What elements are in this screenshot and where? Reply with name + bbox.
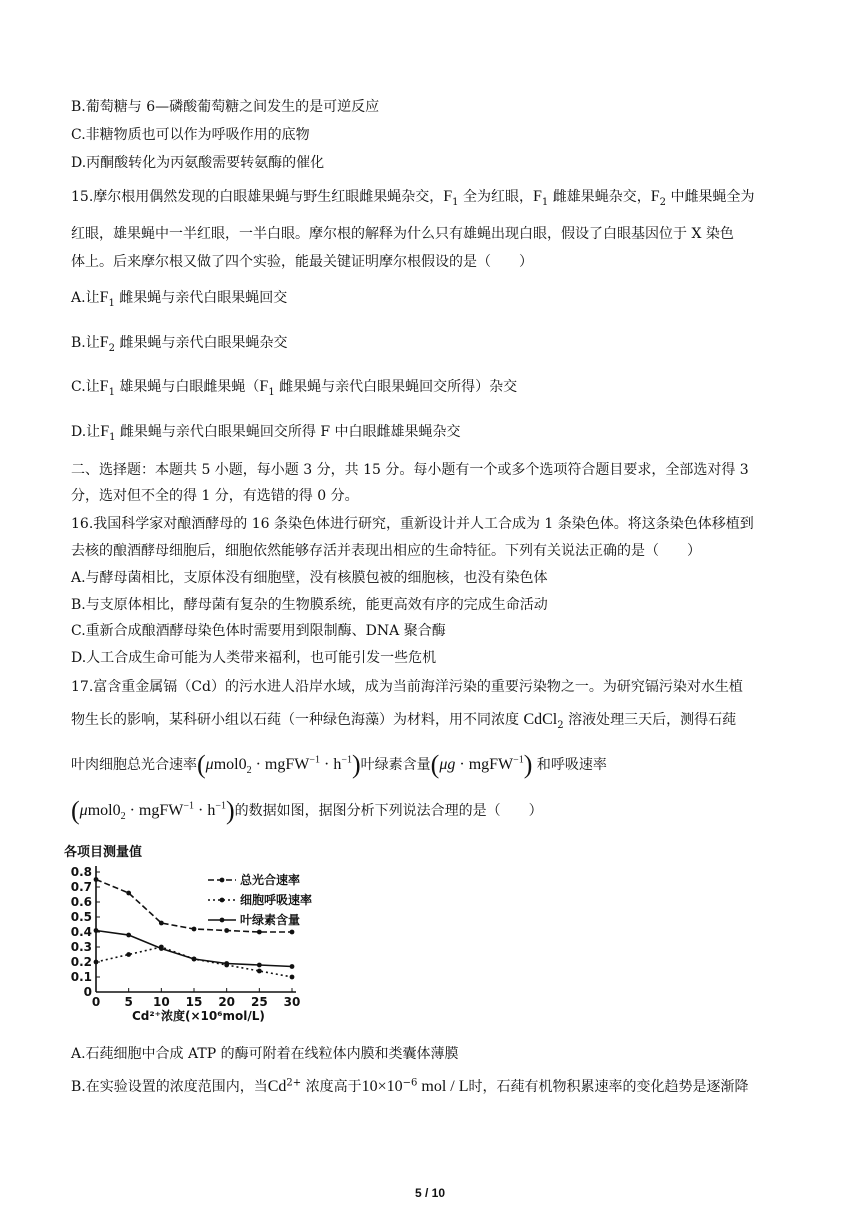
x-tick-label: 15: [185, 995, 203, 1009]
q17-option-b: B.在实验设置的浓度范围内，当$Cd^{2+}$ 浓度高于$10\times 10^{-6}$ mol / L时，石莼有机物积累速率的变化趋势是逐渐降: [71, 1077, 749, 1095]
series-1-point: [159, 921, 164, 926]
q15-option-a: A.让$F_1$ 雌果蝇与亲代白眼果蝇回交: [71, 289, 288, 309]
q16-stem-line1: 16.我国科学家对酿酒酵母的 16 条染色体进行研究，重新设计并人工合成为 1 条染色体。将这条染色体移植到: [71, 516, 754, 532]
legend-marker: [220, 878, 225, 883]
q15-option-d: D.让$F_1$ 雌果蝇与亲代白眼果蝇回交所得 F 中白眼雌雄果蝇杂交: [71, 423, 461, 443]
y-tick-label: 0: [83, 985, 92, 999]
series-1-point: [224, 928, 229, 933]
chart: [60, 840, 360, 1030]
series-2-point: [94, 960, 99, 965]
q15-option-b: B.让$F_2$ 雌果蝇与亲代白眼果蝇杂交: [71, 334, 288, 354]
q16-option-a: A.与酵母菌相比，支原体没有细胞壁，没有核膜包被的细胞核，也没有染色体: [71, 570, 548, 586]
page-number: 5 / 10: [414, 1186, 446, 1200]
x-tick-label: 30: [283, 995, 301, 1009]
x-tick-label: 25: [250, 995, 268, 1009]
series-1-point: [257, 930, 262, 935]
legend-marker: [220, 918, 225, 923]
section2-heading-line1: 二、选择题：本题共 5 小题，每小题 3 分，共 15 分。每小题有一个或多个选项符合题目要求，全部选对得 3: [71, 462, 749, 478]
q16-stem-line2: 去核的酿酒酵母细胞后，细胞依然能够存活并表现出相应的生命特征。下列有关说法正确的是（ ）: [71, 543, 701, 559]
series-3-point: [126, 933, 131, 938]
series-1-point: [126, 891, 131, 896]
legend-label: 叶绿素含量: [240, 913, 301, 927]
y-tick-label: 0.8: [70, 865, 92, 879]
q17-stem-line3: 叶肉细胞总光合速率($\mu mol0_2$ · mgFW$^{-1}$ · $h^{-1}$)叶绿素含量(μg · mgFW$^{-1}$) 和呼吸速率: [71, 750, 607, 779]
series-3-point: [257, 963, 262, 968]
q17-option-a: A.石莼细胞中合成 ATP 的酶可附着在线粒体内膜和类囊体薄膜: [71, 1046, 459, 1062]
x-tick-label: 5: [124, 995, 133, 1009]
q14-option-d: D.丙酮酸转化为丙氨酸需要转氨酶的催化: [71, 155, 325, 171]
q17-stem-line2: 物生长的影响，某科研小组以石莼（一种绿色海藻）为材料，用不同浓度 CdCl$_2$ 溶液处理三天后，测得石莼: [71, 711, 737, 731]
y-tick-label: 0.7: [70, 880, 92, 894]
section2-heading-line2: 分，选对但不全的得 1 分，有选错的得 0 分。: [71, 488, 359, 504]
series-3-point: [94, 928, 99, 933]
y-tick-label: 0.3: [70, 940, 92, 954]
q15-stem-line3: 体上。后来摩尔根又做了四个实验，能最关键证明摩尔根假设的是（ ）: [71, 254, 533, 270]
q16-option-b: B.与支原体相比，酵母菌有复杂的生物膜系统，能更高效有序的完成生命活动: [71, 597, 548, 613]
y-tick-label: 0.5: [70, 910, 92, 924]
legend-label: 总光合速率: [240, 873, 301, 887]
q17-stem-line1: 17.富含重金属镉（Cd）的污水进人沿岸水域，成为当前海洋污染的重要污染物之一。为研究镉污染对水生植: [71, 679, 743, 695]
y-tick-label: 0.1: [70, 970, 92, 984]
series-1-point: [290, 930, 295, 935]
legend-label: 细胞呼吸速率: [240, 893, 313, 907]
series-3-point: [192, 957, 197, 962]
q14-option-b: B.葡萄糖与 6—磷酸葡萄糖之间发生的是可逆反应: [71, 99, 380, 115]
q15-stem-line1: 15.摩尔根用偶然发现的白眼雄果蝇与野生红眼雌果蝇杂交，$F_1$ 全为红眼，$F_1$ 雌雄果蝇杂交，$F_2$ 中雌果蝇全为: [71, 188, 755, 208]
y-tick-label: 0.6: [70, 895, 92, 909]
chart-x-axis-label: Cd²⁺浓度(×10⁶mol/L): [132, 1009, 265, 1023]
series-3-point: [159, 946, 164, 951]
q14-option-c: C.非糖物质也可以作为呼吸作用的底物: [71, 127, 310, 143]
series-2-point: [126, 952, 131, 957]
x-tick-label: 20: [218, 995, 236, 1009]
q17-stem-line4: ($\mu mol0_2$ · mgFW$^{-1}$ · $h^{-1}$)的数据如图，据图分析下列说法合理的是（ ）: [71, 796, 543, 825]
series-line-2: [96, 947, 292, 977]
y-tick-label: 0.2: [70, 955, 92, 969]
series-2-point: [257, 969, 262, 974]
chart-legend: [208, 872, 312, 927]
series-1-point: [192, 927, 197, 932]
x-tick-label: 0: [91, 995, 101, 1009]
x-tick-label: 10: [152, 995, 170, 1009]
series-2-point: [290, 975, 295, 980]
chart-title: 各项目测量值: [64, 845, 143, 860]
y-tick-label: 0.4: [70, 925, 92, 939]
q16-option-d: D.人工合成生命可能为人类带来福利，也可能引发一些危机: [71, 650, 437, 666]
q15-option-c: C.让$F_1$ 雄果蝇与白眼雌果蝇（$F_1$ 雌果蝇与亲代白眼果蝇回交所得）杂交: [71, 378, 518, 398]
series-1-point: [94, 877, 99, 882]
q15-stem-line2: 红眼，雄果蝇中一半红眼，一半白眼。摩尔根的解释为什么只有雄蝇出现白眼，假设了白眼基因位于 X 染色: [71, 226, 734, 242]
series-3-point: [290, 964, 295, 969]
series-3-point: [224, 961, 229, 966]
q16-option-c: C.重新合成酿酒酵母染色体时需要用到限制酶、DNA 聚合酶: [71, 623, 446, 639]
legend-marker: [220, 898, 225, 903]
